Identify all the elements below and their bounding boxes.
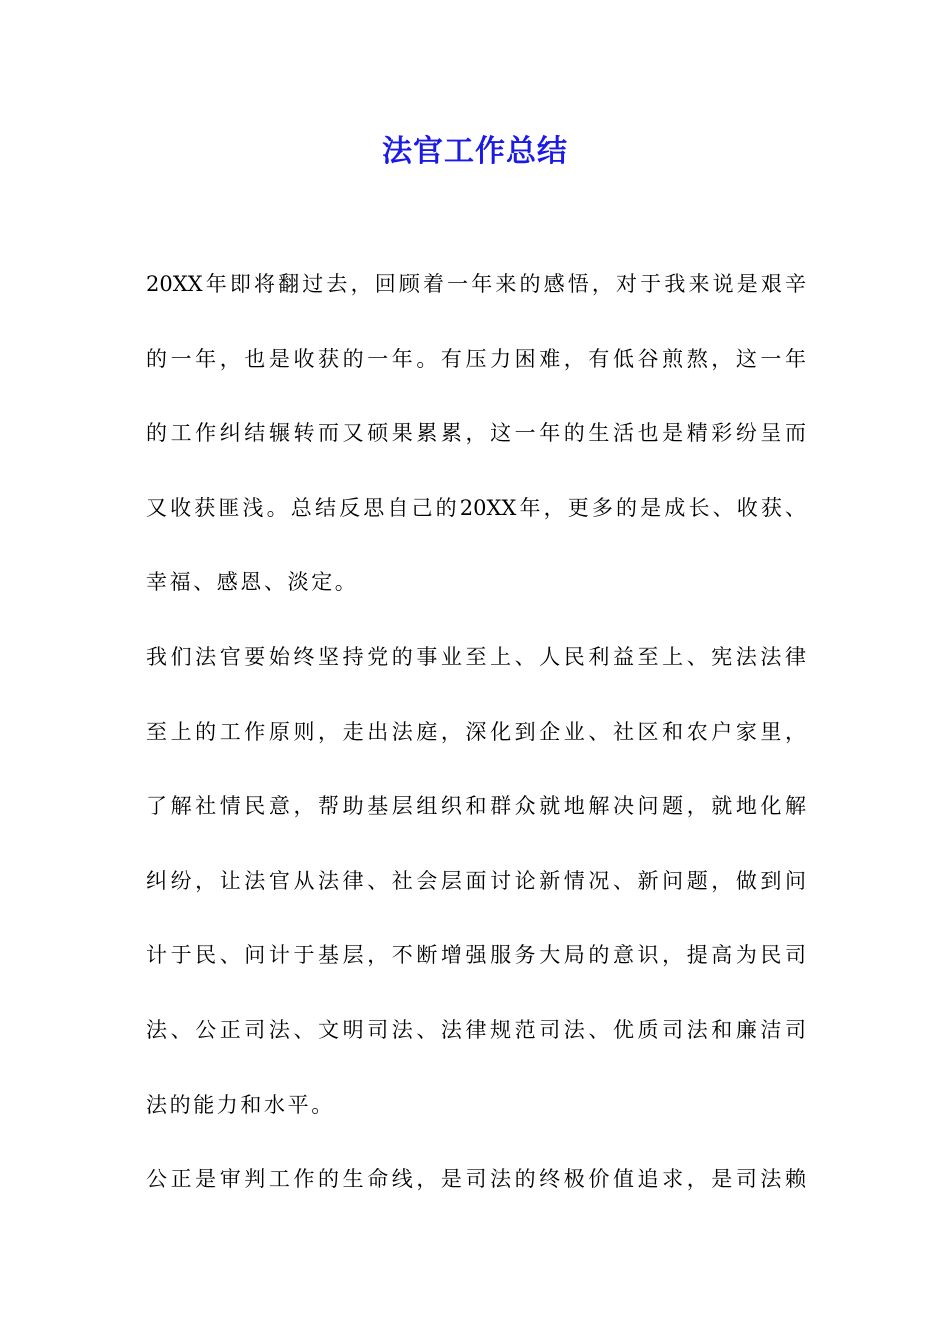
text-line: 计于民、问计于基层，不断增强服务大局的意识，提高为民司 <box>146 943 806 968</box>
text-line: 法、公正司法、文明司法、法律规范司法、优质司法和廉洁司 <box>146 1017 806 1042</box>
text-line: 至上的工作原则，走出法庭，深化到企业、社区和农户家里， <box>146 719 806 744</box>
text-line: 了解社情民意，帮助基层组织和群众就地解决问题，就地化解 <box>146 794 806 819</box>
text-line: 法的能力和水平。 <box>146 1092 335 1117</box>
text-line: 的工作纠结辗转而又硕果累累，这一年的生活也是精彩纷呈而 <box>146 421 806 446</box>
text-line: 20XX年即将翻过去，回顾着一年来的感悟，对于我来说是艰辛 <box>146 272 806 296</box>
document-title: 法官工作总结 <box>382 134 568 169</box>
text-line: 幸福、感恩、淡定。 <box>146 570 359 595</box>
text-line: 的一年，也是收获的一年。有压力困难，有低谷煎熬，这一年 <box>146 346 806 371</box>
text-line: 公正是审判工作的生命线，是司法的终极价值追求，是司法赖 <box>146 1167 806 1192</box>
text-line: 又收获匪浅。总结反思自己的20XX年，更多的是成长、收获、 <box>146 495 806 520</box>
text-line: 纠纷，让法官从法律、社会层面讨论新情况、新问题，做到问 <box>146 868 806 893</box>
text-line: 我们法官要始终坚持党的事业至上、人民利益至上、宪法法律 <box>146 644 806 669</box>
document-body <box>146 259 806 1229</box>
